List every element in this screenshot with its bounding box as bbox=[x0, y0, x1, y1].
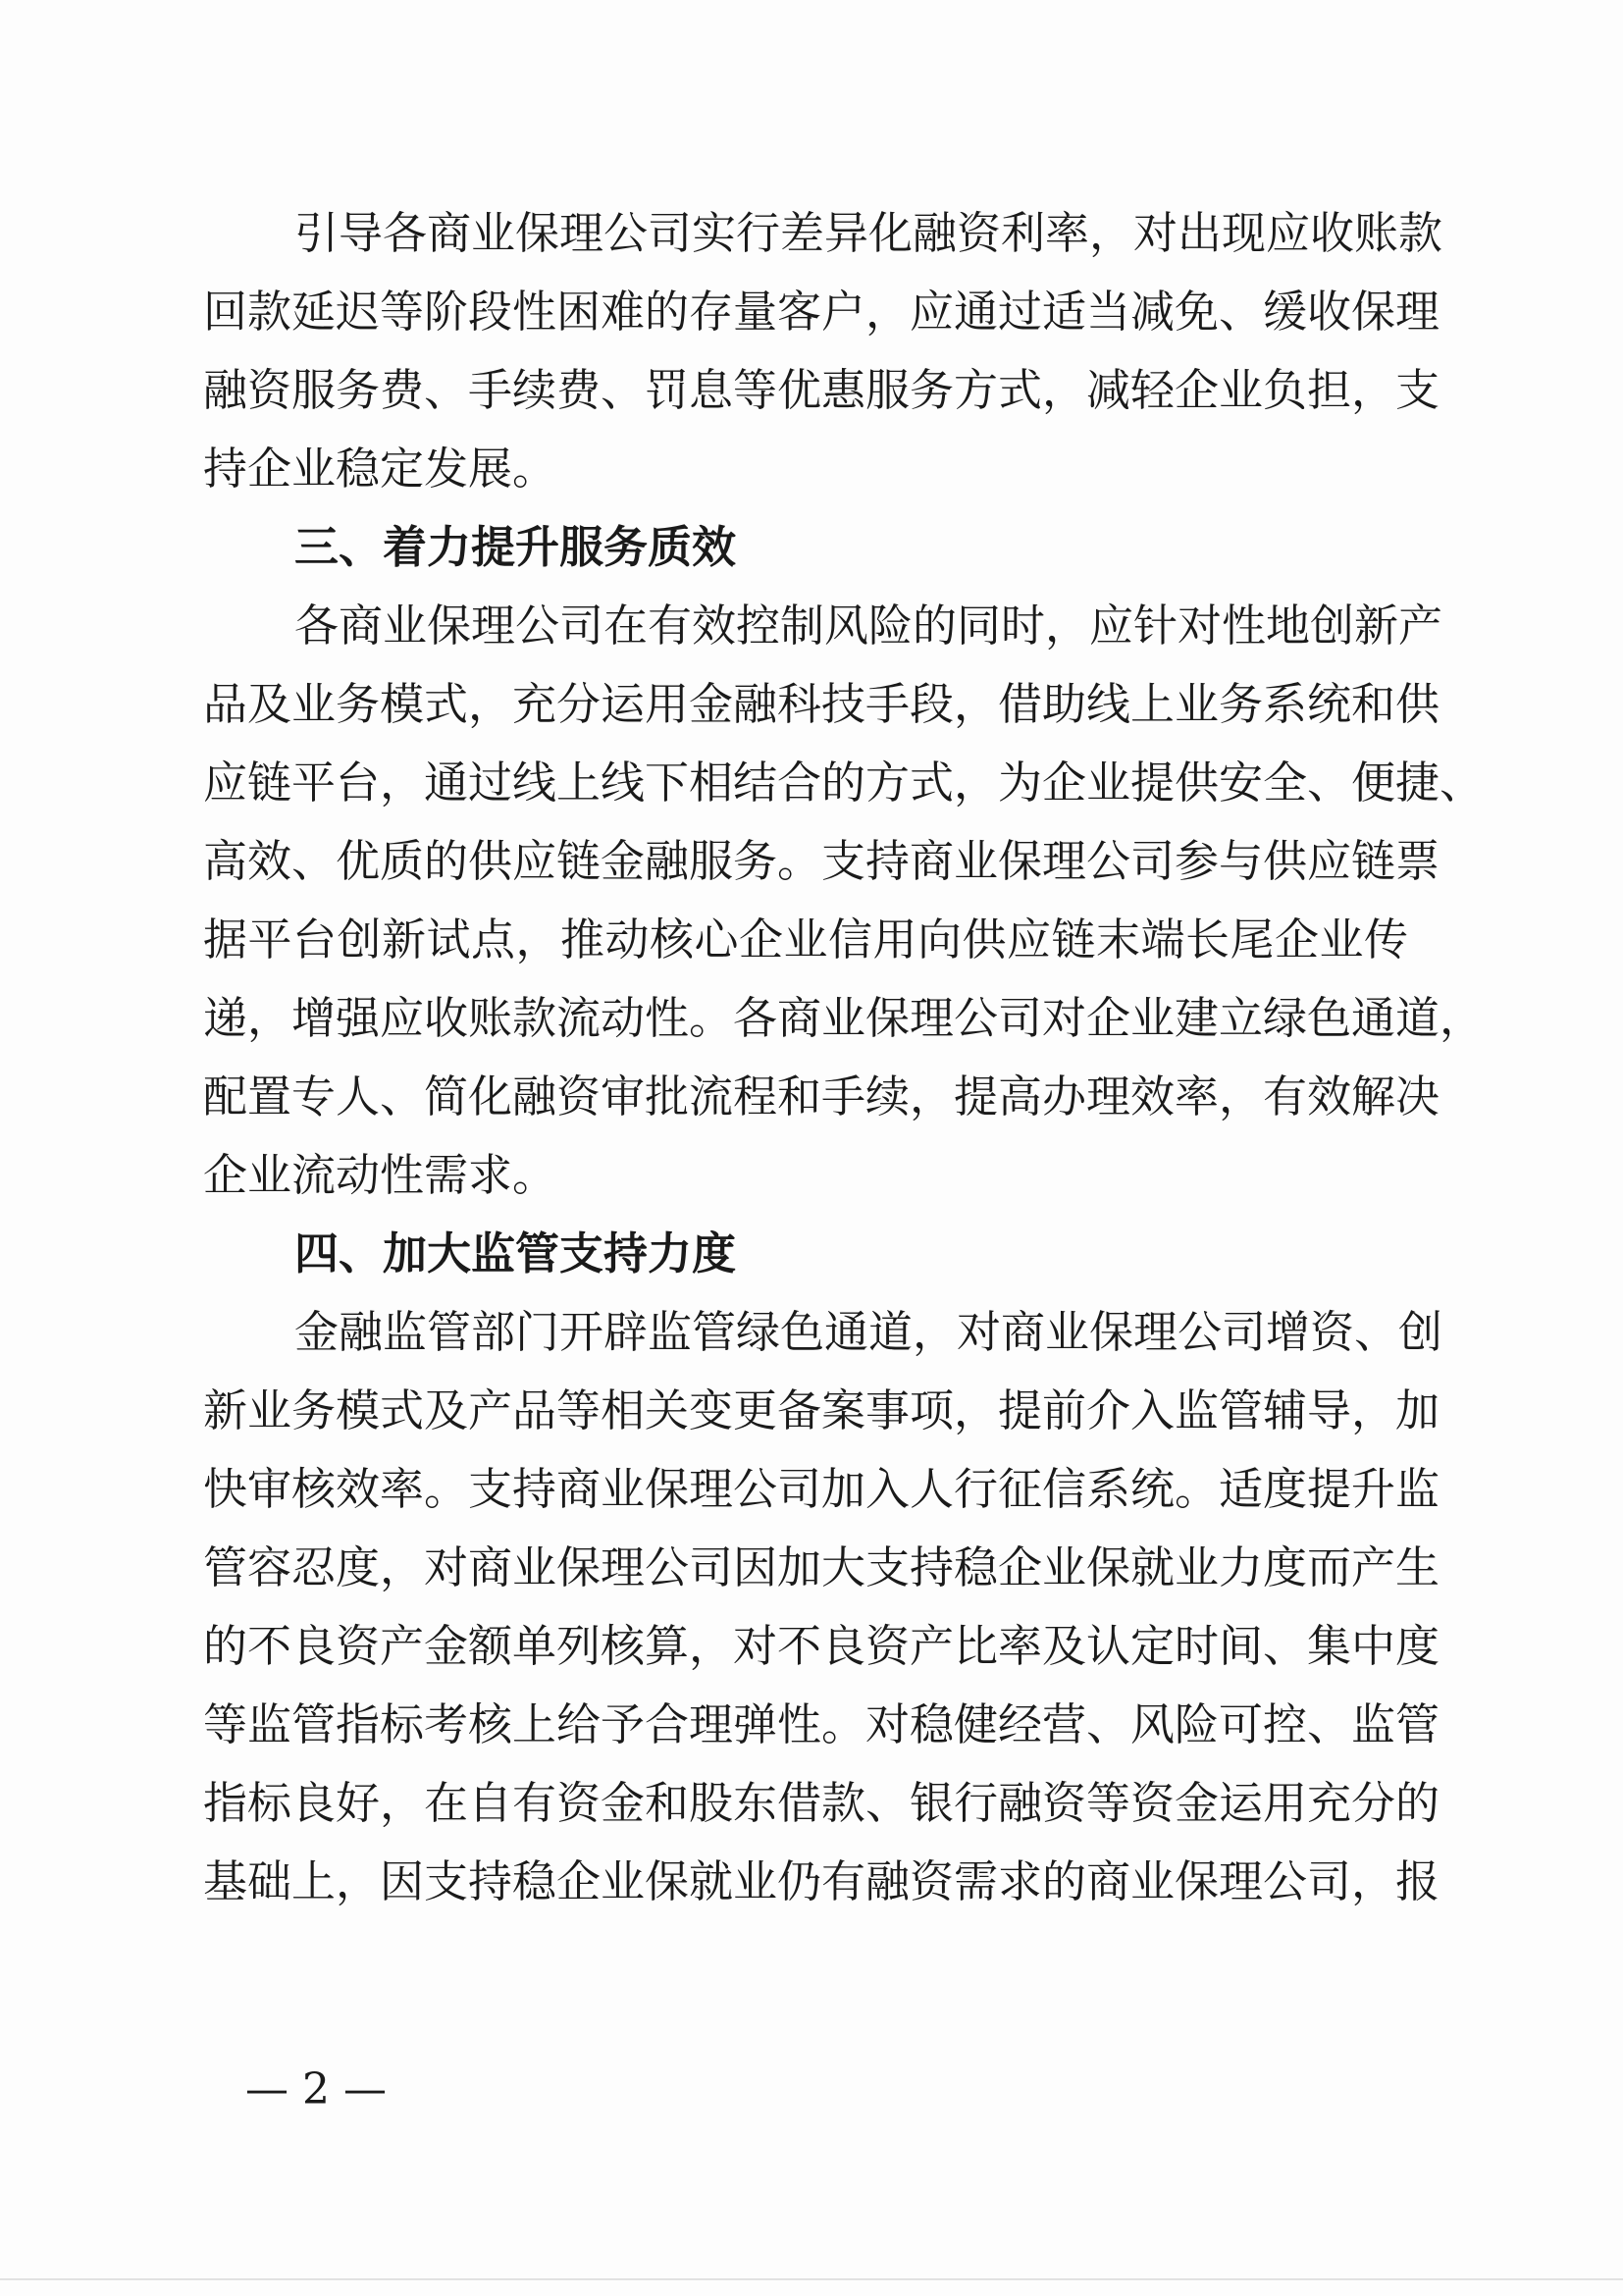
paragraph-line: 融资服务费、手续费、罚息等优惠服务方式，减轻企业负担，支 bbox=[203, 364, 1440, 416]
page-number: — 2 — bbox=[245, 2064, 387, 2114]
paragraph-line: 金融监管部门开辟监管绿色通道，对商业保理公司增资、创 bbox=[294, 1306, 1443, 1358]
paragraph-line: 高效、优质的供应链金融服务。支持商业保理公司参与供应链票 bbox=[203, 835, 1440, 887]
paragraph-line: 应链平台，通过线上线下相结合的方式，为企业提供安全、便捷、 bbox=[203, 757, 1485, 809]
paragraph-line: 管容忍度，对商业保理公司因加大支持稳企业保就业力度而产生 bbox=[203, 1541, 1440, 1593]
paragraph-line: 新业务模式及产品等相关变更备案事项，提前介入监管辅导，加 bbox=[203, 1384, 1440, 1436]
section-heading: 三、着力提升服务质效 bbox=[294, 521, 737, 573]
paragraph-line: 品及业务模式，充分运用金融科技手段，借助线上业务系统和供 bbox=[203, 678, 1440, 730]
paragraph-line: 引导各商业保理公司实行差异化融资利率，对出现应收账款 bbox=[294, 207, 1443, 259]
paragraph-line: 企业流动性需求。 bbox=[203, 1149, 557, 1201]
paragraph-line: 指标良好，在自有资金和股东借款、银行融资等资金运用充分的 bbox=[203, 1777, 1440, 1829]
paragraph-line: 回款延迟等阶段性困难的存量客户，应通过适当减免、缓收保理 bbox=[203, 286, 1440, 338]
paragraph-line: 持企业稳定发展。 bbox=[203, 443, 557, 495]
paragraph-line: 的不良资产金额单列核算，对不良资产比率及认定时间、集中度 bbox=[203, 1620, 1440, 1672]
paragraph-line: 基础上，因支持稳企业保就业仍有融资需求的商业保理公司，报 bbox=[203, 1855, 1440, 1907]
paragraph-line: 各商业保理公司在有效控制风险的同时，应针对性地创新产 bbox=[294, 600, 1443, 652]
paragraph-line: 递，增强应收账款流动性。各商业保理公司对企业建立绿色通道， bbox=[203, 992, 1485, 1044]
section-heading: 四、加大监管支持力度 bbox=[294, 1227, 737, 1279]
paragraph-line: 据平台创新试点，推动核心企业信用向供应链末端长尾企业传 bbox=[203, 913, 1408, 965]
paragraph-line: 快审核效率。支持商业保理公司加入人行征信系统。适度提升监 bbox=[203, 1463, 1440, 1515]
paragraph-line: 等监管指标考核上给予合理弹性。对稳健经营、风险可控、监管 bbox=[203, 1698, 1440, 1750]
scan-edge-divider bbox=[0, 2278, 1623, 2280]
paragraph-line: 配置专人、简化融资审批流程和手续，提高办理效率，有效解决 bbox=[203, 1070, 1440, 1122]
